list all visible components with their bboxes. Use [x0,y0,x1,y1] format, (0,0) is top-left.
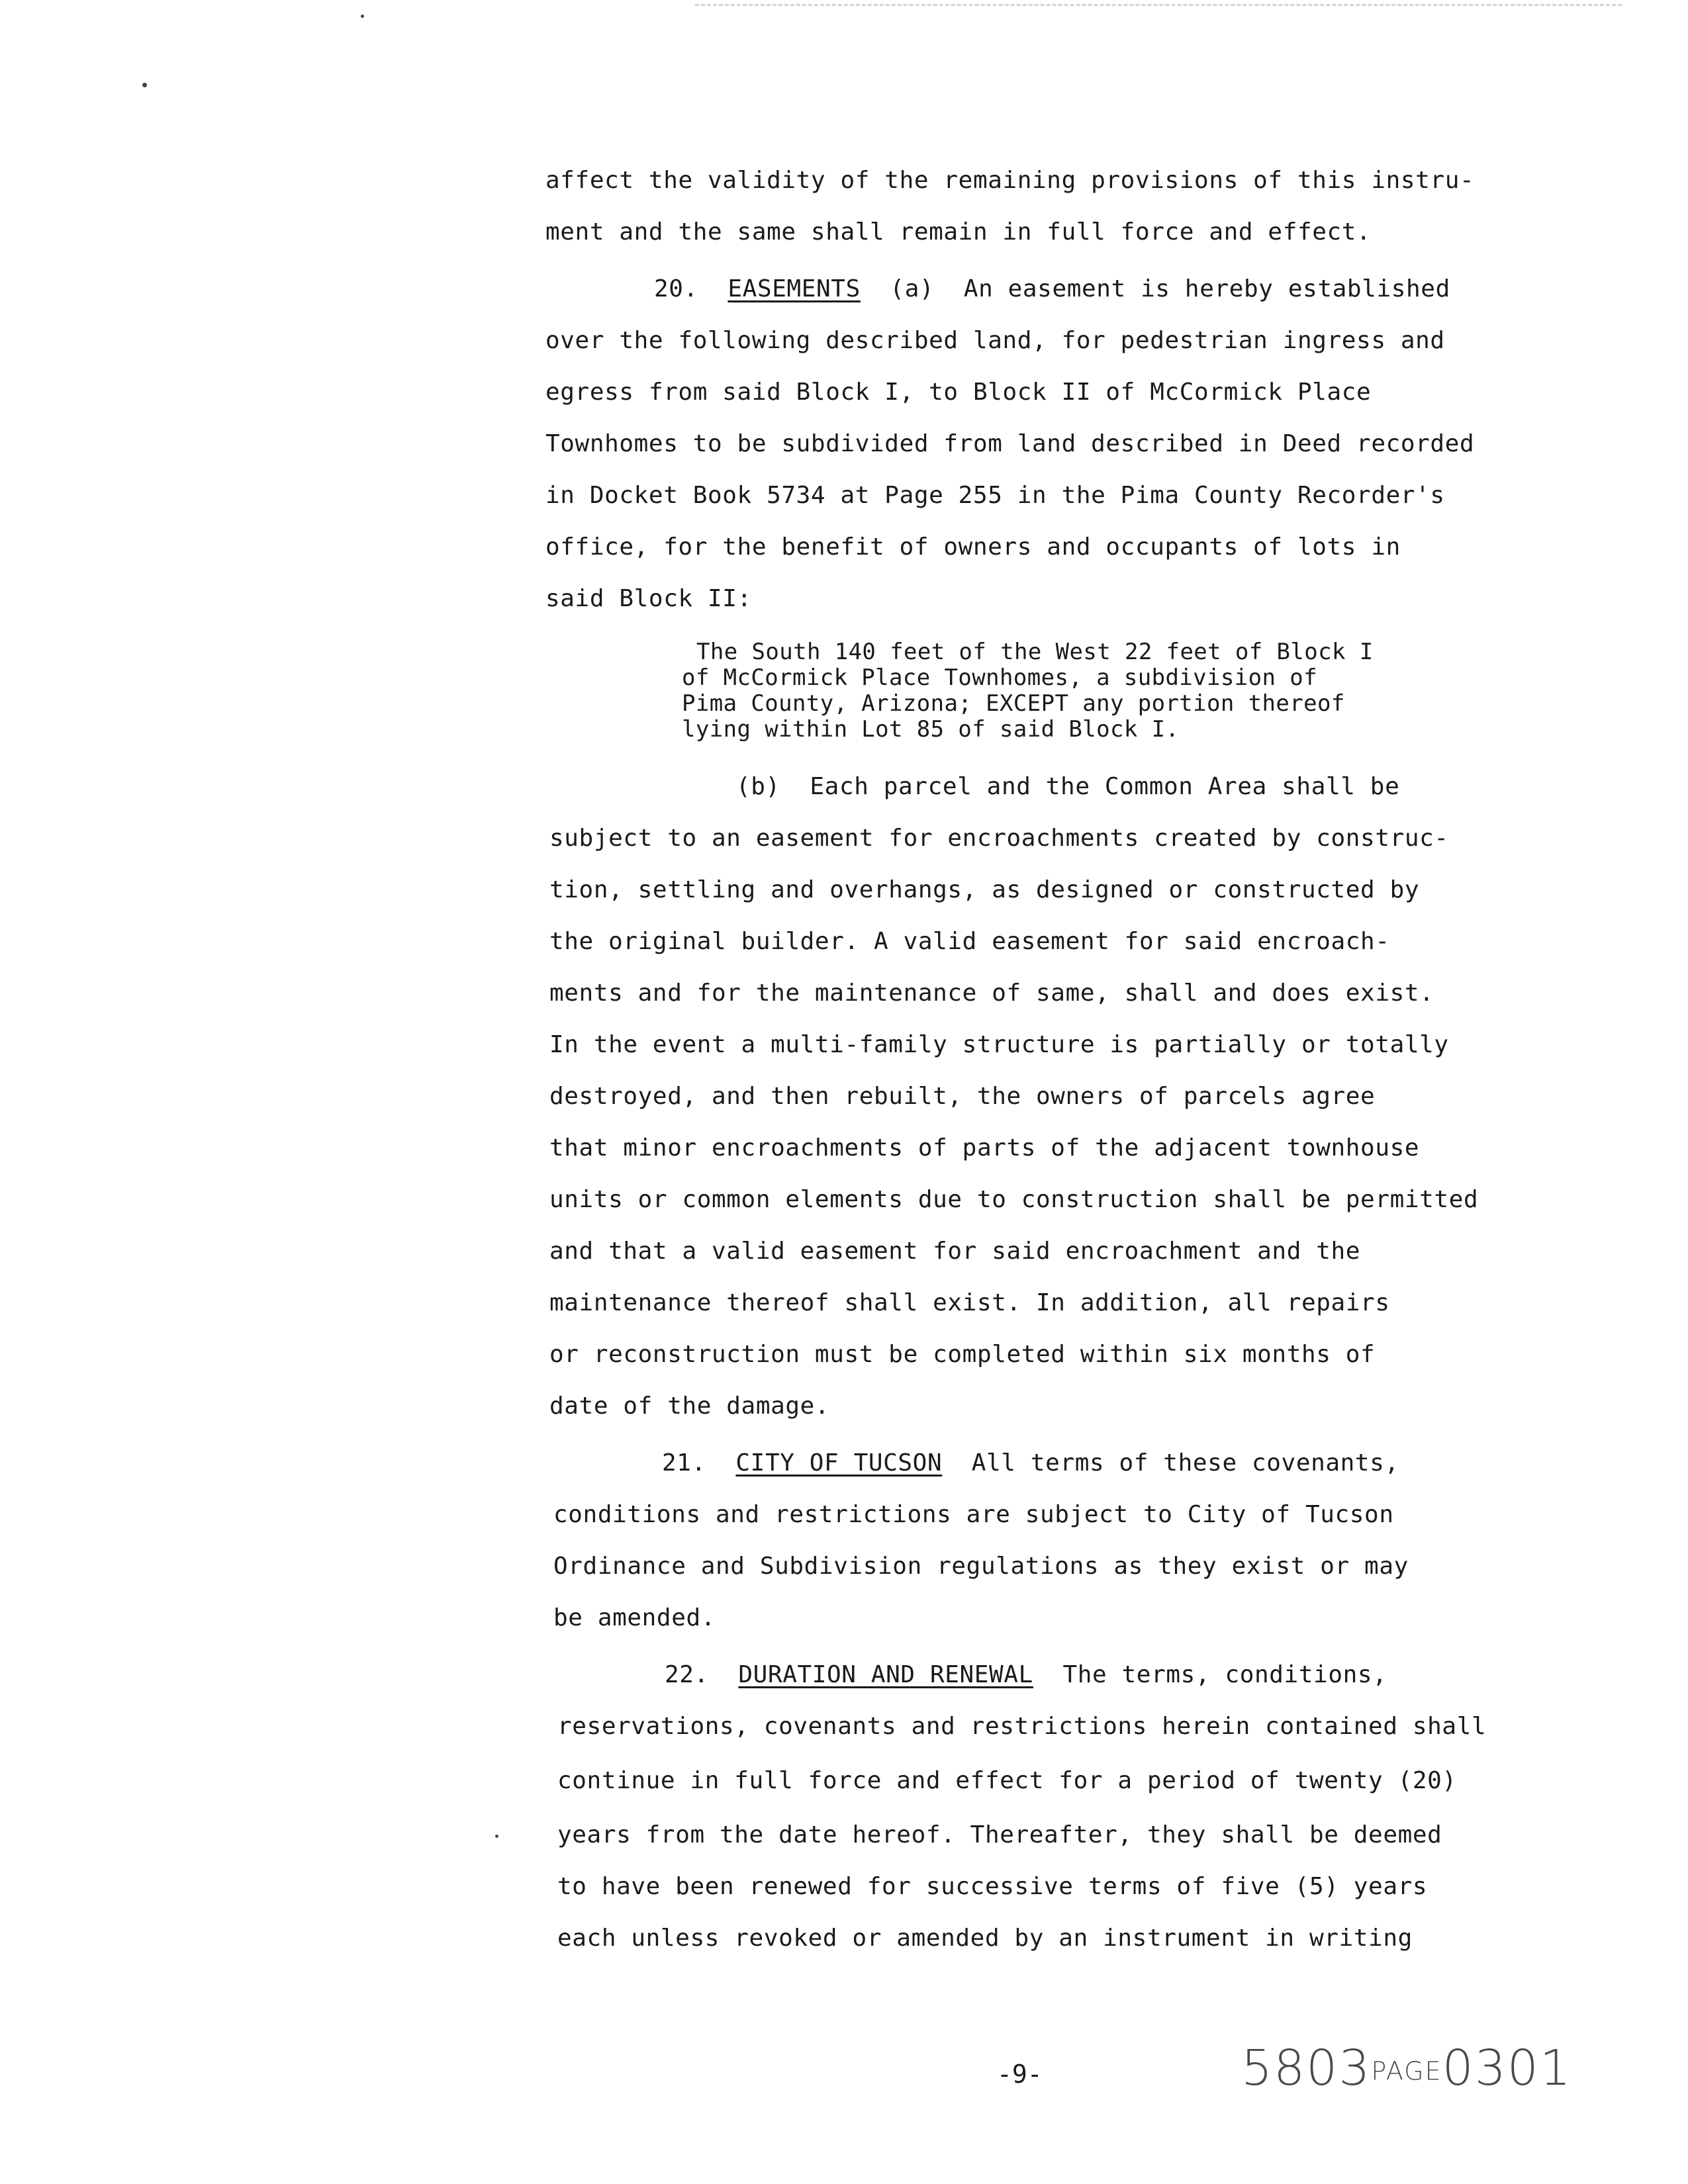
scan-speck [142,83,147,87]
body-line: that minor encroachments of parts of the adjacent townhouse [549,1134,1420,1161]
body-line: and that a valid easement for said encroachment and the [549,1238,1361,1265]
scan-speck [361,15,364,18]
body-line: destroyed, and then rebuilt, the owners of parcels agree [549,1083,1376,1110]
body-text: All terms of these covenants, [971,1449,1399,1477]
body-line: ments and for the maintenance of same, shall and does exist. [549,979,1434,1007]
body-line: conditions and restrictions are subject to City of Tucson [553,1501,1394,1528]
body-line: each unless revoked or amended by an instrument in writing [557,1925,1413,1952]
scan-speck [495,1835,498,1838]
section-heading-city-of-tucson: CITY OF TUCSON [735,1449,943,1477]
body-line: the original builder. A valid easement for said encroach- [549,928,1390,955]
section-20b-first-line [736,773,1399,801]
body-line: In the event a multi-family structure is partially or totally [549,1031,1449,1058]
subsection-label: (a) [890,275,935,302]
section-22-first-line [665,1661,1387,1689]
body-line: in Docket Book 5734 at Page 255 in the Pima County Recorder's [545,482,1445,509]
body-line: Townhomes to be subdivided from land described in Deed recorded [545,430,1475,457]
body-line: over the following described land, for pedestrian ingress and [545,327,1445,354]
body-line: Ordinance and Subdivision regulations as they exist or may [553,1553,1409,1580]
section-20-first-line [654,275,1450,303]
body-line: subject to an easement for encroachments created by construc- [549,825,1449,852]
body-line: years from the date hereof. Thereafter, they shall be deemed [557,1821,1442,1848]
body-line: to have been renewed for successive terms of five (5) years [557,1873,1428,1900]
section-number: 20. [654,275,698,302]
section-number: 22. [665,1661,709,1688]
legal-description [682,639,1476,743]
recording-book: 5803 [1241,2040,1372,2097]
body-line: egress from said Block I, to Block II of McCormick Place [545,379,1372,406]
body-line: date of the damage. [549,1392,830,1420]
body-line: said Block II: [545,585,752,612]
section-number: 21. [662,1449,706,1477]
body-line: units or common elements due to construction shall be permitted [549,1186,1479,1213]
recording-stamp [1241,2040,1572,2097]
body-line: maintenance thereof shall exist. In addition, all repairs [549,1289,1390,1316]
body-line: ment and the same shall remain in full force and effect. [545,218,1372,246]
body-line: be amended. [553,1604,716,1631]
section-heading-duration-and-renewal: DURATION AND RENEWAL [738,1661,1033,1688]
body-text: Each parcel and the Common Area shall be [810,773,1400,800]
section-21-first-line [662,1449,1399,1477]
body-text: The terms, conditions, [1062,1661,1387,1688]
recording-page: 0301 [1442,2040,1572,2097]
page-number: -9- [997,2060,1043,2089]
body-line: tion, settling and overhangs, as designed or constructed by [549,876,1420,903]
legal-description-line: lying within Lot 85 of said Block I. [682,716,1180,743]
body-line: continue in full force and effect for a period of twenty (20) [557,1767,1457,1794]
body-line: or reconstruction must be completed within six months of [549,1341,1376,1368]
body-line: reservations, covenants and restrictions herein contained shall [557,1713,1487,1740]
legal-description-line: of McCormick Place Townhomes, a subdivision of [682,664,1318,691]
body-text: An easement is hereby established [963,275,1450,302]
legal-description-line: Pima County, Arizona; EXCEPT any portion thereof [682,690,1345,717]
scan-artifact-top [695,4,1622,11]
recording-page-label: PAGE [1371,2056,1442,2086]
body-line: office, for the benefit of owners and occupants of lots in [545,533,1401,561]
section-heading-easements: EASEMENTS [727,275,861,302]
legal-description-line: The South 140 feet of the West 22 feet of Block I [696,639,1374,665]
body-line: affect the validity of the remaining provisions of this instru- [545,167,1475,194]
subsection-label: (b) [736,773,780,800]
